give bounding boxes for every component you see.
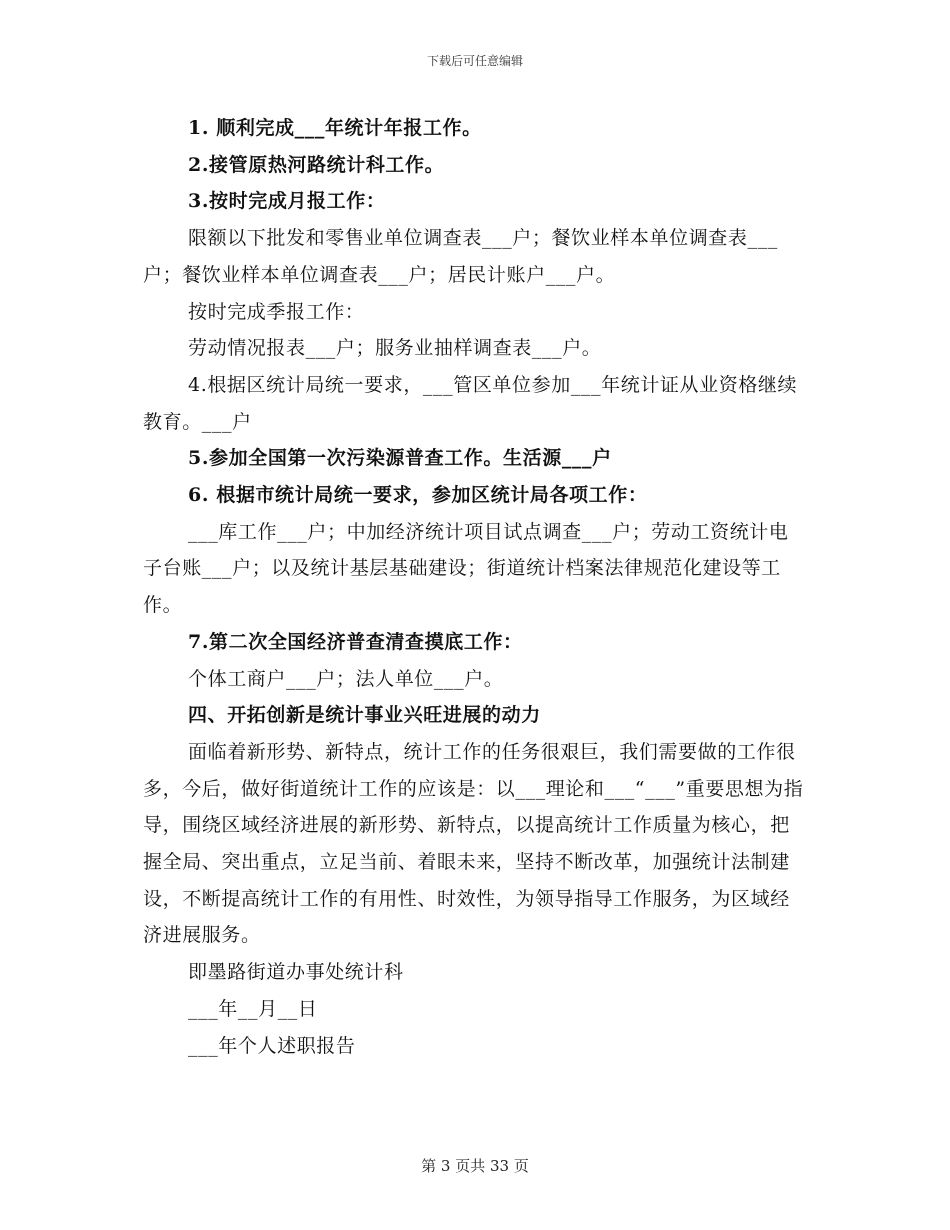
paragraph-bureau-details: ___库工作___户；中加经济统计项目试点调查___户；劳动工资统计电子台账___户；以及统计基层基础建设；街道统计档案法律规范化建设等工作。 — [143, 520, 789, 617]
page-footer: 第 3 页共 33 页 — [421, 1157, 529, 1175]
page-header: 下载后可任意编辑 — [426, 54, 523, 68]
paragraph-census-details: 个体工商户___户；法人单位___户。 — [188, 667, 504, 690]
paragraph-monthly-details: 限额以下批发和零售业单位调查表___户；餐饮业样本单位调查表___户；餐饮业样本单位调查表___户；居民计账户___户。 — [143, 227, 778, 286]
list-item-takeover: 2.接管原热河路统计科工作。 — [188, 153, 445, 176]
paragraph-outlook: 面临着新形势、新特点，统计工作的任务很艰巨，我们需要做的工作很多，今后，做好街道统计工作的应该是：以___理论和___“___”重要思想为指导，围绕区域经济进展的新形势、新特点，以提高统计工作质量为核心，把握全局、突出重点，立足当前、着眼未来，坚持不断改革，加强统计法制建设，不断提高统计工作的有用性、时效性，为领导指导工作服务，为区域经济进展服务。 — [143, 740, 804, 947]
list-item-city-bureau: 6. 根据市统计局统一要求，参加区统计局各项工作： — [188, 484, 648, 507]
paragraph-quarterly-details: 劳动情况报表___户；服务业抽样调查表___户。 — [188, 337, 602, 360]
paragraph-quarterly-heading: 按时完成季报工作： — [188, 300, 365, 323]
next-document-title: ___年个人述职报告 — [188, 1034, 356, 1057]
document-body — [143, 110, 807, 1064]
list-item-pollution-census: 5.参加全国第一次污染源普查工作。生活源___户 — [188, 447, 612, 470]
list-item-monthly-report: 3.按时完成月报工作： — [188, 190, 386, 213]
list-item-economic-census: 7.第二次全国经济普查清查摸底工作： — [188, 630, 523, 653]
list-item-annual-report: 1. 顺利完成___年统计年报工作。 — [188, 117, 482, 139]
signature-office: 即墨路街道办事处统计科 — [188, 961, 404, 984]
signature-date: ___年__月__日 — [188, 997, 318, 1020]
section-heading-four: 四、开拓创新是统计事业兴旺进展的动力 — [188, 704, 541, 727]
list-item-education: 4.根据区统计局统一要求，___管区单位参加___年统计证从业资格继续教育。___户 — [143, 373, 798, 433]
